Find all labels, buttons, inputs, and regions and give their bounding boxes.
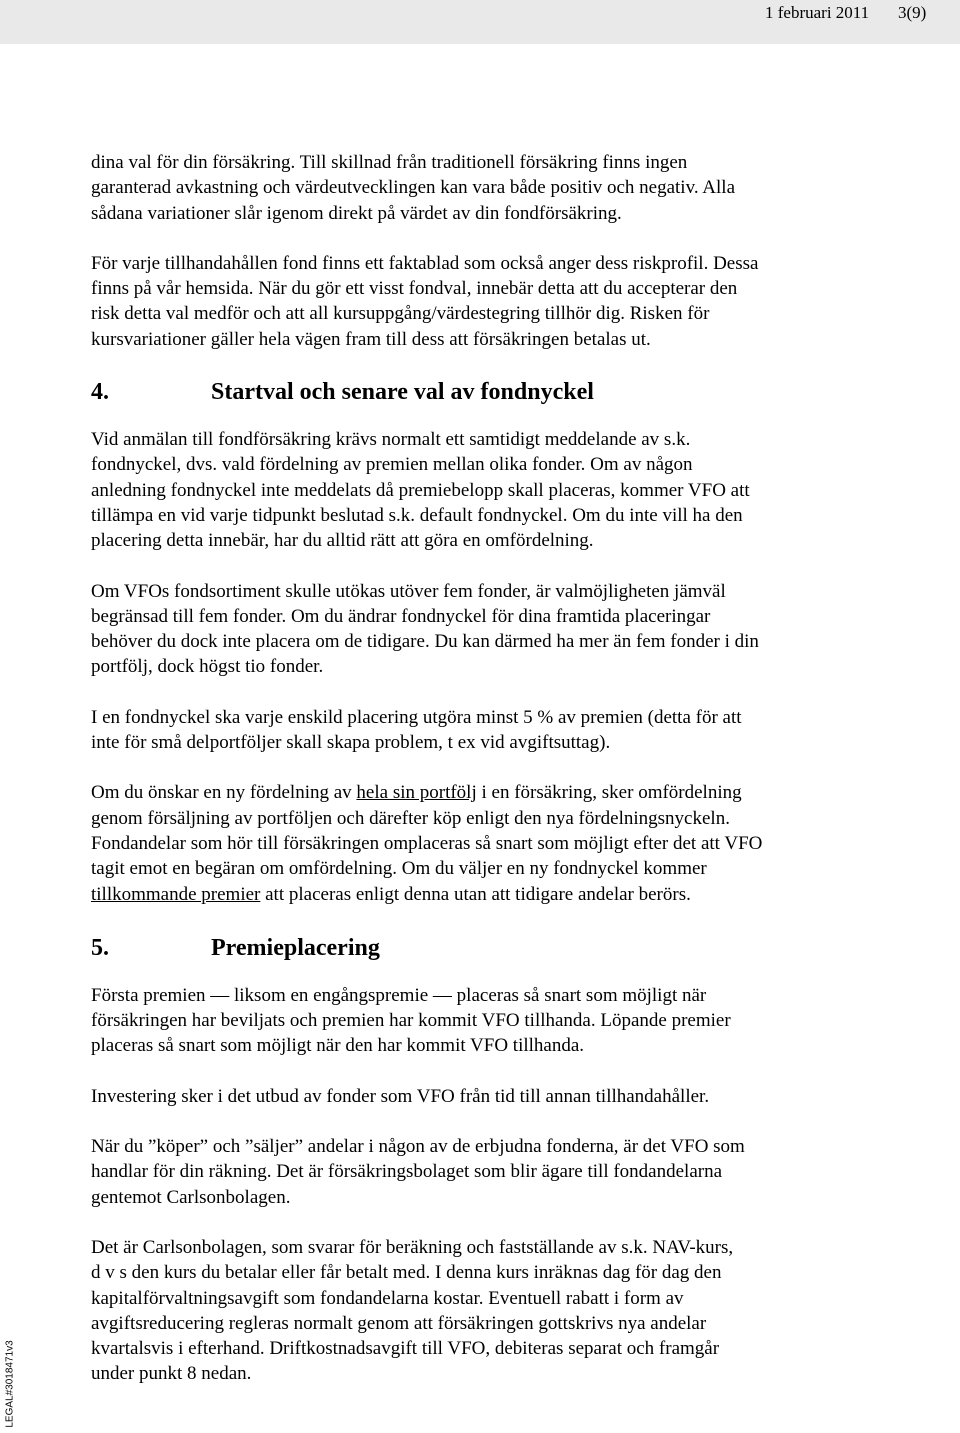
header-date: 1 februari 2011: [765, 3, 870, 22]
text-line: Första premien — liksom en engångspremie — placeras så snart som möjligt när: [91, 984, 707, 1006]
section-number: 4.: [91, 379, 109, 406]
section-5-paragraph-3: [91, 1134, 891, 1210]
section-5-heading: [91, 933, 891, 963]
header-page-number: 3(9): [898, 3, 927, 22]
text-line: begränsad till fem fonder. Om du ändrar fondnyckel för dina framtida placeringar: [91, 605, 711, 627]
text-line: kursvariationer gäller hela vägen fram till dess att försäkringen betalas ut.: [91, 328, 651, 350]
text-line: risk detta val medför och att all kursuppgång/värdestegring tillhör dig. Risken för: [91, 303, 710, 325]
text-line: När du ”köper” och ”säljer” andelar i någon av de erbjudna fonderna, är det VFO som: [91, 1136, 745, 1158]
page-header: [0, 0, 960, 44]
text-line: d v s den kurs du betalar eller får betalt med. I denna kurs inräknas dag för dag den: [91, 1262, 722, 1284]
text-line: tagit emot en begäran om omfördelning. Om du väljer en ny fondnyckel kommer: [91, 858, 707, 880]
section-title: Premieplacering: [211, 934, 380, 961]
text-line: finns på vår hemsida. När du gör ett visst fondval, innebär detta att du accepterar den: [91, 278, 738, 300]
text-line: avgiftsreducering regleras normalt genom att försäkringen gottskrivs nya andelar: [91, 1312, 707, 1334]
text-line: gentemot Carlsonbolagen.: [91, 1186, 291, 1208]
text-line: placering detta innebär, har du alltid rätt att göra en omfördelning.: [91, 530, 594, 552]
faktablad-paragraph: [91, 251, 891, 352]
text-line: behöver du dock inte placera om de tidigare. Du kan därmed ha mer än fem fonder i din: [91, 631, 759, 653]
underlined-text: tillkommande premier: [91, 883, 261, 905]
text-line: tillämpa en vid varje tidpunkt beslutad s.k. default fondnyckel. Om du inte vill ha den: [91, 504, 743, 526]
text-line: [91, 780, 891, 805]
text-line: kapitalförvaltningsavgift som fondandelarna kostar. Eventuell rabatt i form av: [91, 1287, 684, 1309]
section-5-paragraph-4: [91, 1235, 891, 1387]
text-line: garanterad avkastning och värdeutvecklingen kan vara både positiv och negativ. Alla: [91, 177, 736, 199]
text-line: fondnyckel, dvs. vald fördelning av premien mellan olika fonder. Om av någon: [91, 454, 693, 476]
text-line: Om VFOs fondsortiment skulle utökas utöver fem fonder, är valmöjligheten jämväl: [91, 580, 726, 602]
text-line: under punkt 8 nedan.: [91, 1363, 252, 1385]
text-line: Investering sker i det utbud av fonder som VFO från tid till annan tillhandahåller.: [91, 1085, 710, 1107]
underlined-text: hela sin portfölj: [356, 782, 477, 804]
text-segment: Om du önskar en ny fördelning av: [91, 782, 357, 804]
text-segment: i en försäkring, sker omfördelning: [476, 782, 742, 804]
text-line: I en fondnyckel ska varje enskild placering utgöra minst 5 % av premien (detta för att: [91, 706, 742, 728]
section-4-paragraph-4: [91, 780, 891, 906]
section-4-paragraph-1: [91, 427, 891, 553]
text-line: sådana variationer slår igenom direkt på värdet av din fondförsäkring.: [91, 202, 622, 224]
section-5-paragraph-1: [91, 983, 891, 1059]
section-4-heading: [91, 377, 891, 407]
text-line: inte för små delportföljer skall skapa problem, t ex vid avgiftsuttag).: [91, 732, 611, 754]
text-line: portfölj, dock högst tio fonder.: [91, 656, 324, 678]
text-line: placeras så snart som möjligt när den har kommit VFO tillhanda.: [91, 1035, 585, 1057]
section-number: 5.: [91, 934, 109, 961]
text-line: anledning fondnyckel inte meddelats då premiebelopp skall placeras, kommer VFO att: [91, 479, 750, 501]
text-line: försäkringen har beviljats och premien har kommit VFO tillhanda. Löpande premier: [91, 1010, 731, 1032]
document-reference-label: [0, 1336, 20, 1433]
text-line: [91, 882, 891, 907]
text-line: kvartalsvis i efterhand. Driftkostnadsavgift till VFO, debiteras separat och framgår: [91, 1338, 720, 1360]
text-segment: att placeras enligt denna utan att tidigare andelar berörs.: [260, 883, 691, 905]
text-line: Fondandelar som hör till försäkringen omplaceras så snart som möjligt efter det att VFO: [91, 832, 763, 854]
section-5-paragraph-2: [91, 1084, 891, 1109]
section-title: Startval och senare val av fondnyckel: [211, 379, 594, 406]
text-line: handlar för din räkning. Det är försäkringsbolaget som blir ägare till fondandelarna: [91, 1161, 723, 1183]
text-line: Det är Carlsonbolagen, som svarar för beräkning och fastställande av s.k. NAV-kurs,: [91, 1236, 734, 1258]
text-line: genom försäljning av portföljen och därefter köp enligt den nya fördelningsnyckeln.: [91, 807, 730, 829]
section-4-paragraph-2: [91, 579, 891, 680]
text-line: För varje tillhandahållen fond finns ett faktablad som också anger dess riskprofil. Dessa: [91, 252, 759, 274]
document-body: [91, 150, 891, 1387]
text-line: dina val för din försäkring. Till skillnad från traditionell försäkring finns ingen: [91, 152, 688, 173]
reference-code: LEGAL#3018471v3: [4, 1340, 16, 1428]
section-4-paragraph-3: [91, 705, 891, 756]
text-line: Vid anmälan till fondförsäkring krävs normalt ett samtidigt meddelande av s.k.: [91, 429, 691, 451]
intro-paragraph: [91, 150, 891, 226]
